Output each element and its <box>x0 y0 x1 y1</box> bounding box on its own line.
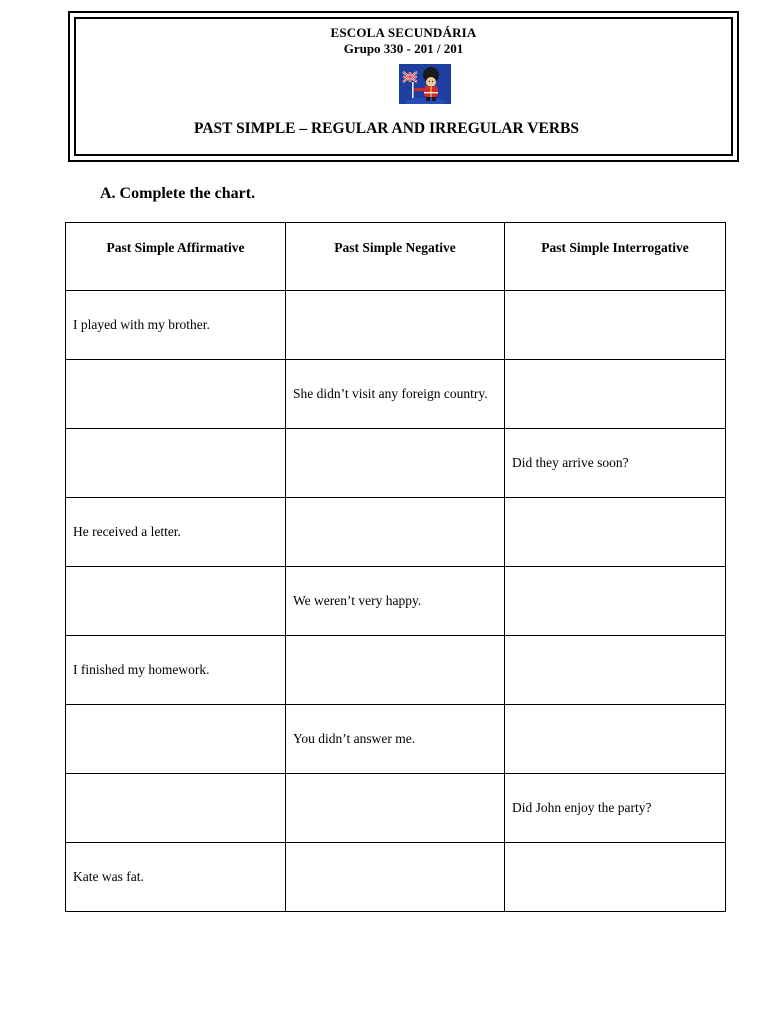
table-row <box>66 360 726 429</box>
british-guard-logo <box>399 64 451 104</box>
negative-cell[interactable] <box>286 291 505 360</box>
table-row <box>66 636 726 705</box>
header-box <box>68 11 739 162</box>
header-inner-border <box>74 17 733 156</box>
table-row <box>66 705 726 774</box>
affirmative-cell[interactable]: He received a letter. <box>66 498 286 567</box>
column-header-negative: Past Simple Negative <box>286 223 505 291</box>
affirmative-cell[interactable] <box>66 774 286 843</box>
interrogative-cell[interactable] <box>505 498 726 567</box>
table-header-row <box>66 223 726 291</box>
school-name: ESCOLA SECUNDÁRIA <box>330 25 477 40</box>
negative-cell[interactable] <box>286 636 505 705</box>
affirmative-cell[interactable]: I played with my brother. <box>66 291 286 360</box>
affirmative-cell[interactable] <box>66 429 286 498</box>
negative-cell[interactable]: She didn’t visit any foreign country. <box>286 360 505 429</box>
table-row <box>66 774 726 843</box>
negative-cell[interactable]: We weren’t very happy. <box>286 567 505 636</box>
negative-cell[interactable] <box>286 774 505 843</box>
interrogative-cell[interactable] <box>505 567 726 636</box>
interrogative-cell[interactable]: Did they arrive soon? <box>505 429 726 498</box>
affirmative-cell[interactable]: I finished my homework. <box>66 636 286 705</box>
verb-chart-table <box>65 222 726 912</box>
negative-cell[interactable]: You didn’t answer me. <box>286 705 505 774</box>
negative-cell[interactable] <box>286 429 505 498</box>
affirmative-cell[interactable] <box>66 705 286 774</box>
table-row <box>66 498 726 567</box>
exercise-instruction: A. Complete the chart. <box>100 185 256 202</box>
guard-with-flag-icon <box>399 64 451 104</box>
negative-cell[interactable] <box>286 843 505 912</box>
worksheet-title: PAST SIMPLE – REGULAR AND IRREGULAR VERBS <box>194 120 579 137</box>
negative-cell[interactable] <box>286 498 505 567</box>
interrogative-cell[interactable] <box>505 636 726 705</box>
group-label: Grupo 330 - 201 / 201 <box>343 41 464 56</box>
affirmative-cell[interactable] <box>66 360 286 429</box>
interrogative-cell[interactable] <box>505 705 726 774</box>
table-row <box>66 843 726 912</box>
table-row <box>66 429 726 498</box>
interrogative-cell[interactable] <box>505 843 726 912</box>
column-header-affirmative: Past Simple Affirmative <box>66 223 286 291</box>
affirmative-cell[interactable] <box>66 567 286 636</box>
interrogative-cell[interactable] <box>505 360 726 429</box>
affirmative-cell[interactable]: Kate was fat. <box>66 843 286 912</box>
table-row <box>66 567 726 636</box>
interrogative-cell[interactable]: Did John enjoy the party? <box>505 774 726 843</box>
column-header-interrogative: Past Simple Interrogative <box>505 223 726 291</box>
interrogative-cell[interactable] <box>505 291 726 360</box>
table-row <box>66 291 726 360</box>
